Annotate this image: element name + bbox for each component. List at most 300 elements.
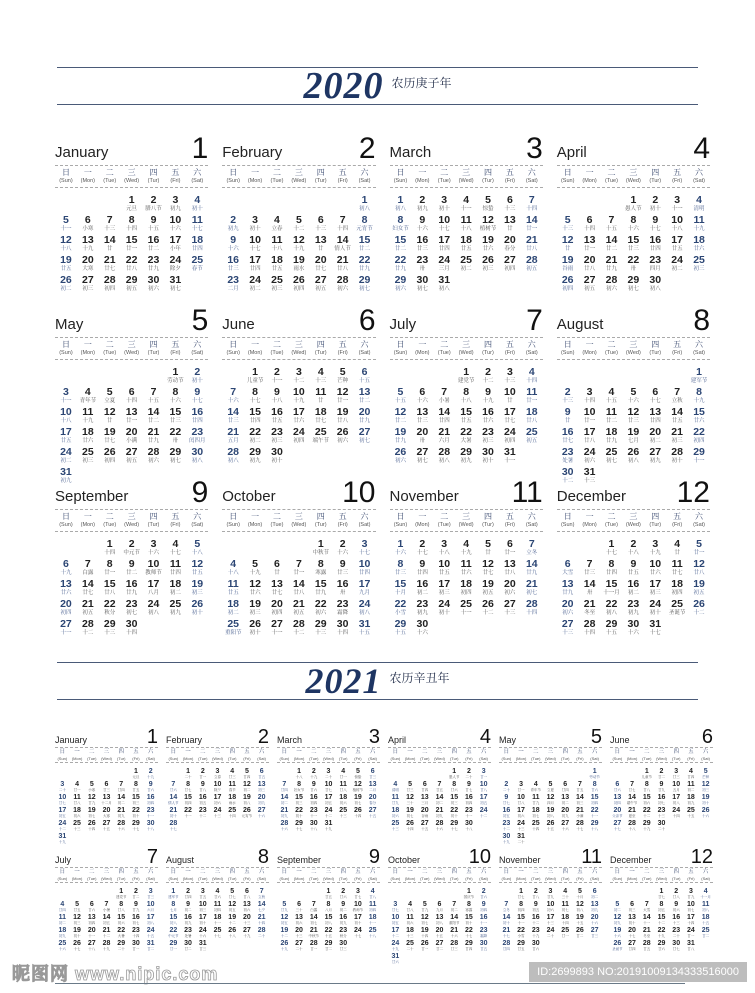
weekday-label [688, 168, 710, 185]
day-number: 5 [630, 386, 637, 398]
day-cell [654, 794, 669, 806]
lunar-date: 十六 [227, 398, 239, 404]
day-number: 8 [133, 781, 138, 788]
day-cell [622, 619, 644, 637]
lunar-date: 初二 [249, 438, 261, 444]
weekday-label [622, 168, 644, 185]
month-december [556, 476, 710, 651]
weekday-en: (Fri) [337, 178, 348, 184]
weekday-en: (Fri) [576, 876, 584, 881]
day-number: 13 [628, 914, 636, 921]
lunar-date: 初七 [359, 438, 371, 444]
lunar-date: 立夏 [104, 398, 116, 404]
day-cell [292, 768, 307, 780]
weekday-zh: 二 [533, 869, 539, 875]
day-cell [499, 579, 521, 597]
day-cell [195, 781, 210, 793]
day-cell [477, 427, 499, 445]
day-number: 1 [361, 194, 368, 206]
day-cell [84, 807, 99, 819]
day-number: 17 [583, 426, 596, 438]
weekday-en: (Sat) [701, 876, 710, 881]
day-number: 18 [227, 598, 240, 610]
day-number: 26 [243, 807, 251, 814]
weekday-en: (Sun) [390, 876, 401, 881]
day-number: 24 [293, 426, 305, 438]
lunar-date: 廿九 [391, 801, 399, 805]
day-cell [351, 768, 366, 780]
lunar-date: 廿五 [227, 590, 239, 596]
weekday-en: (Fri) [170, 350, 181, 356]
day-number: 14 [336, 234, 349, 246]
weekday-zh: 一 [585, 340, 594, 349]
lunar-date: 十二 [532, 921, 540, 925]
day-cell [186, 235, 208, 253]
day-cell [99, 447, 121, 465]
day-cell [644, 387, 666, 405]
weekday-zh: 四 [340, 749, 346, 755]
month-january [55, 132, 209, 307]
day-number: 12 [406, 794, 414, 801]
day-number: 7 [150, 386, 157, 398]
day-cell [288, 559, 310, 577]
empty-cell [432, 888, 447, 900]
weekday-label [186, 168, 208, 185]
month-april [556, 132, 710, 307]
day-cell [601, 539, 623, 557]
weekday-zh: 二 [272, 340, 281, 349]
day-number: 1 [644, 768, 649, 775]
day-number: 3 [150, 538, 157, 550]
lunar-date: 元旦 [126, 206, 138, 212]
day-number: 1 [317, 538, 324, 550]
day-cell [143, 539, 165, 557]
day-number: 17 [147, 578, 160, 590]
day-cell [462, 888, 477, 900]
weekday-zh: 五 [673, 340, 682, 349]
empty-cell [266, 539, 288, 557]
weekday-en: (Fri) [672, 178, 683, 184]
day-number: 25 [339, 807, 348, 814]
day-cell [644, 427, 666, 445]
day-cell [354, 195, 376, 213]
weekday-label [166, 869, 181, 881]
day-number: 8 [644, 781, 649, 788]
day-number: 12 [482, 214, 494, 226]
weekday-zh: 一 [585, 168, 594, 177]
day-number: 16 [191, 406, 204, 418]
day-cell [669, 901, 684, 913]
day-number: 14 [81, 578, 94, 590]
lunar-date: 廿四 [416, 570, 428, 576]
day-number: 18 [271, 254, 283, 266]
day-cell [306, 794, 321, 806]
empty-cell [403, 768, 418, 780]
day-cell [610, 781, 625, 793]
day-cell [225, 807, 240, 819]
day-cell [55, 794, 70, 806]
day-cell [164, 407, 186, 425]
lunar-date: 十七 [502, 934, 510, 938]
day-cell [455, 559, 477, 577]
lunar-date: 廿 [674, 550, 680, 556]
weekday-zh: 四 [149, 168, 158, 177]
day-number: 26 [228, 927, 237, 934]
weekday-label [601, 512, 623, 529]
day-cell [70, 820, 85, 832]
weekday-en: (Fri) [243, 756, 251, 761]
day-number: 30 [147, 274, 160, 286]
lunar-date: 初六 [406, 921, 414, 925]
lunar-date: 廿七 [184, 788, 192, 792]
day-cell [644, 215, 666, 233]
lunar-date: 廿九 [526, 570, 538, 576]
weekday-label [417, 869, 432, 881]
lunar-date: 十九 [249, 570, 261, 576]
weekday-zh: 二 [272, 512, 281, 521]
lunar-date: 二十 [324, 775, 332, 779]
lunar-date: 白露 [82, 570, 94, 576]
empty-cell [77, 539, 99, 557]
day-number: 16 [132, 914, 140, 921]
lunar-date: 初八 [438, 458, 450, 464]
weekday-zh: 六 [591, 869, 598, 875]
lunar-date: 十七 [191, 226, 203, 232]
month-name: November [499, 855, 541, 865]
day-cell [433, 215, 455, 233]
day-cell [477, 407, 499, 425]
day-cell [666, 255, 688, 273]
lunar-date: 十六 [117, 827, 125, 831]
weekday-label [288, 340, 310, 357]
weekday-zh: 六 [369, 869, 376, 875]
day-number: 3 [441, 538, 448, 550]
day-cell [210, 888, 225, 900]
weekday-en: (Tue) [437, 522, 451, 528]
weekday-label [610, 749, 625, 761]
day-cell [143, 599, 165, 617]
weekday-en: (Tue) [198, 756, 208, 761]
day-cell [195, 794, 210, 806]
day-number: 11 [228, 781, 236, 788]
day-number: 18 [693, 234, 705, 246]
lunar-date: 十五 [605, 226, 617, 232]
day-cell [557, 407, 579, 425]
lunar-date: 十三 [339, 814, 347, 818]
day-cell [321, 914, 336, 926]
month-header [499, 848, 602, 866]
day-number: 14 [502, 914, 511, 921]
lunar-date: 十六 [337, 550, 349, 556]
day-number: 8 [326, 901, 331, 908]
day-cell [164, 255, 186, 273]
day-number: 7 [644, 901, 649, 908]
day-cell [625, 794, 640, 806]
weekday-zh: 二 [533, 749, 539, 755]
weekday-label [684, 869, 699, 881]
day-number: 27 [87, 940, 96, 947]
empty-cell [244, 195, 266, 213]
day-number: 6 [89, 901, 94, 908]
weekday-label [669, 749, 684, 761]
day-cell [266, 387, 288, 405]
day-cell [354, 215, 376, 233]
day-number: 31 [391, 953, 400, 960]
day-number: 21 [583, 598, 596, 610]
lunar-date: 廿一 [132, 947, 140, 951]
lunar-date: 初五 [102, 921, 110, 925]
day-cell [625, 820, 640, 832]
day-number: 1 [186, 768, 191, 775]
day-number: 27 [583, 274, 596, 286]
day-number: 31 [583, 466, 596, 478]
day-cell [654, 781, 669, 793]
weekday-en: (Mon) [293, 756, 305, 761]
weekday-en: (Sat) [693, 178, 705, 184]
weekday-en: (Mon) [626, 876, 638, 881]
lunar-date: 廿三 [584, 570, 596, 576]
lunar-date: 初三 [249, 610, 261, 616]
day-cell [55, 559, 77, 577]
day-number: 21 [502, 927, 511, 934]
lunar-date: 十七 [416, 550, 428, 556]
lunar-date: 十一 [369, 921, 377, 925]
weekday-en: (Sat) [191, 522, 204, 528]
weekday-en: (Fri) [672, 350, 683, 356]
day-number: 24 [479, 807, 488, 814]
weekday-zh: 四 [451, 869, 457, 875]
day-cell [195, 768, 210, 780]
day-number: 29 [117, 940, 126, 947]
day-cell [579, 275, 601, 293]
day-number: 12 [336, 386, 349, 398]
weekday-header [55, 165, 208, 188]
weekday-en: (Tue) [309, 756, 319, 761]
lunar-date: 初六 [672, 908, 680, 912]
weekday-zh: 三 [103, 869, 110, 875]
day-number: 7 [119, 781, 124, 788]
weekday-label [143, 512, 165, 529]
lunar-date: 小暑 [438, 398, 450, 404]
lunar-date: 初九 [561, 814, 569, 818]
day-number: 9 [674, 901, 679, 908]
day-cell [186, 579, 208, 597]
day-cell [639, 794, 654, 806]
weekday-en: (Tue) [605, 178, 618, 184]
month-may [55, 304, 209, 484]
weekday-label [579, 512, 601, 529]
day-cell [557, 387, 579, 405]
weekday-label [558, 869, 573, 881]
weekday-zh: 四 [651, 168, 660, 177]
day-cell [321, 807, 336, 819]
day-number: 1 [466, 888, 471, 895]
day-cell [244, 559, 266, 577]
day-number: 20 [504, 578, 516, 590]
day-cell [521, 215, 543, 233]
day-cell [332, 235, 354, 253]
lunar-date: 十二 [293, 226, 305, 232]
day-number: 24 [546, 927, 555, 934]
lunar-date: 廿三 [450, 947, 458, 951]
weekday-en: (Tur) [314, 522, 327, 528]
lunar-date: 廿九 [359, 418, 371, 424]
day-cell [181, 901, 196, 913]
day-number: 19 [406, 807, 414, 814]
day-number: 11 [391, 794, 400, 801]
day-number: 25 [460, 598, 472, 610]
month-header [277, 728, 380, 746]
lunar-date: 廿一 [526, 398, 538, 404]
lunar-date: 儿童节 [641, 775, 653, 779]
lunar-date: 初十 [132, 814, 140, 818]
day-number: 10 [391, 914, 400, 921]
day-number: 9 [200, 781, 205, 788]
day-cell [310, 539, 332, 557]
lunar-date: 初四 [613, 801, 621, 805]
lunar-date: 十八 [460, 398, 472, 404]
lunar-date: 十九 [58, 840, 66, 844]
day-cell [499, 940, 514, 952]
day-number: 8 [519, 901, 524, 908]
day-number: 30 [184, 940, 192, 947]
lunar-date: 十五 [687, 814, 695, 818]
lunar-date: 初四 [460, 590, 472, 596]
day-cell [622, 579, 644, 597]
month-december [610, 848, 713, 968]
weekday-en: (Sun) [57, 756, 68, 761]
lunar-date: 初十 [438, 206, 450, 212]
day-cell [84, 927, 99, 939]
lunar-date: 十三 [213, 814, 221, 818]
month-header [222, 132, 376, 165]
empty-cell [388, 768, 403, 780]
empty-cell [625, 888, 640, 900]
day-number: 20 [435, 927, 444, 934]
empty-cell [573, 768, 588, 780]
weekday-en: (Fri) [337, 350, 348, 356]
day-number: 4 [533, 781, 538, 788]
lunar-date: 立春 [213, 775, 221, 779]
lunar-date: 初十 [354, 921, 362, 925]
day-cell [55, 619, 77, 637]
day-cell [622, 407, 644, 425]
day-cell [288, 255, 310, 273]
month-name: June [610, 735, 630, 745]
day-cell [411, 215, 433, 233]
day-number: 28 [583, 618, 596, 630]
day-cell [514, 820, 529, 832]
weekday-zh: 一 [83, 168, 92, 177]
lunar-date: 十七 [628, 934, 636, 938]
month-name: November [389, 488, 459, 505]
day-cell [390, 387, 412, 405]
lunar-date: 廿五 [671, 246, 683, 252]
weekday-header [55, 337, 208, 360]
lunar-date: 腊八节 [145, 206, 162, 212]
day-cell [222, 427, 244, 445]
weekday-zh: 六 [591, 749, 598, 755]
day-number: 6 [128, 386, 135, 398]
lunar-date: 建党节 [115, 895, 127, 899]
lunar-date: 初二 [249, 286, 261, 292]
lunar-date: 立春 [271, 226, 283, 232]
lunar-date: 廿六 [649, 570, 661, 576]
day-cell [403, 901, 418, 913]
lunar-date: 初九 [184, 921, 192, 925]
day-cell [181, 940, 196, 952]
day-cell [688, 599, 710, 617]
day-number: 8 [106, 558, 113, 570]
day-number: 29 [590, 820, 599, 827]
empty-cell [55, 888, 70, 900]
lunar-date: 十三 [504, 610, 516, 616]
lunar-date: 十六 [416, 630, 428, 636]
lunar-date: 廿一 [73, 788, 81, 792]
day-number: 7 [452, 901, 457, 908]
day-number: 24 [504, 426, 516, 438]
lunar-date: 廿六 [591, 788, 599, 792]
month-name: August [556, 316, 604, 333]
day-cell [114, 901, 129, 913]
weekday-en: (Tue) [270, 350, 284, 356]
lunar-date: 廿七 [104, 438, 116, 444]
empty-cell [84, 768, 99, 780]
day-number: 29 [103, 618, 116, 630]
lunar-date: 十五 [605, 398, 617, 404]
day-number: 7 [259, 888, 264, 895]
day-cell [558, 901, 573, 913]
day-number: 27 [314, 274, 327, 286]
weekday-zh: 三 [436, 869, 443, 875]
day-number: 6 [259, 768, 264, 775]
day-number: 12 [103, 406, 116, 418]
lunar-date: 廿三 [672, 775, 680, 779]
day-number: 21 [628, 807, 636, 814]
day-number: 28 [117, 820, 126, 827]
weekday-zh: 二 [440, 340, 449, 349]
lunar-date: 二十 [258, 934, 266, 938]
day-number: 13 [102, 794, 111, 801]
lunar-date: 初十 [649, 610, 661, 616]
day-number: 9 [659, 781, 664, 788]
day-cell [622, 599, 644, 617]
day-cell [698, 914, 713, 926]
day-cell [587, 901, 602, 913]
day-number: 31 [687, 940, 695, 947]
day-number: 26 [482, 254, 494, 266]
lunar-date: 二月 [369, 788, 377, 792]
weekday-zh: 六 [702, 749, 709, 755]
day-cell [666, 447, 688, 465]
day-cell [684, 888, 699, 900]
day-cell [514, 888, 529, 900]
lunar-date: 廿一 [584, 246, 596, 252]
lunar-date: 初八 [227, 458, 239, 464]
lunar-date: 廿三 [227, 266, 239, 272]
day-cell [462, 794, 477, 806]
day-cell [432, 807, 447, 819]
weekday-en: (Mon) [415, 522, 430, 528]
day-number: 31 [146, 940, 155, 947]
day-cell [433, 539, 455, 557]
weekday-label [244, 512, 266, 529]
day-number: 28 [525, 254, 538, 266]
weekday-en: (Wed) [656, 756, 667, 761]
lunar-date: 国庆节 [463, 895, 475, 899]
weekday-en: (Wed) [625, 350, 641, 356]
lunar-date: 十六 [561, 827, 569, 831]
